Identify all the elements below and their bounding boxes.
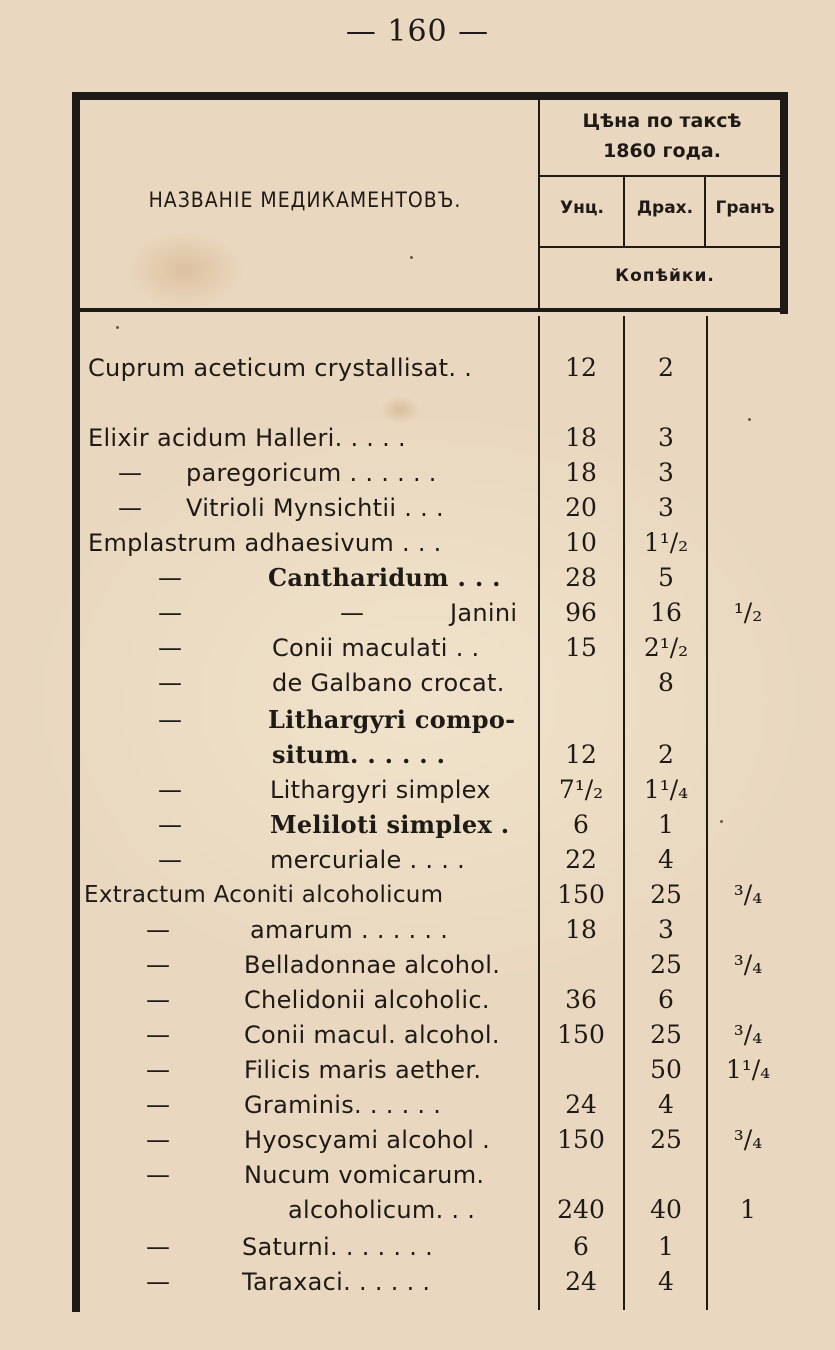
- table-row: [0, 1087, 835, 1123]
- price-unz: 10: [565, 528, 597, 557]
- price-unz: 15: [565, 633, 597, 662]
- price-unz: 22: [565, 845, 597, 874]
- price-drah: 4: [658, 1090, 674, 1119]
- medication-name: Emplastrum adhaesivum . . .: [88, 529, 442, 557]
- price-drah: 40: [650, 1195, 682, 1224]
- paper-speck: [410, 256, 413, 259]
- medication-name: Extractum Aconiti alcoholicum: [84, 882, 444, 908]
- price-drah: 4: [658, 1267, 674, 1296]
- medication-name: amarum . . . . . .: [250, 916, 449, 944]
- table-row: [0, 842, 835, 878]
- price-gran: ³/₄: [733, 1020, 763, 1049]
- price-gran: ¹/₂: [733, 598, 763, 627]
- price-drah: 2: [658, 740, 674, 769]
- price-unz: 6: [573, 810, 589, 839]
- medication-name: Taraxaci. . . . . .: [242, 1268, 431, 1296]
- table-row: [0, 350, 835, 386]
- table-row: [0, 560, 835, 596]
- table-row: [0, 702, 835, 738]
- ditto-dash: —: [146, 1161, 170, 1189]
- price-unz: 36: [565, 985, 597, 1014]
- price-drah: 2: [658, 353, 674, 382]
- price-drah: 6: [658, 985, 674, 1014]
- medication-name: Cuprum aceticum crystallisat. .: [88, 354, 473, 382]
- price-drah: 25: [650, 880, 682, 909]
- medication-name: Cantharidum . . .: [268, 563, 501, 592]
- price-unz: 24: [565, 1090, 597, 1119]
- table-row: [0, 665, 835, 701]
- table-row: [0, 595, 835, 631]
- ditto-dash: —: [118, 494, 142, 522]
- price-unz: 18: [565, 458, 597, 487]
- price-drah: 2¹/₂: [643, 633, 689, 662]
- paper-speck: [720, 820, 723, 823]
- price-drah: 1: [658, 1232, 674, 1261]
- table-row: [0, 1264, 835, 1300]
- table-row: [0, 807, 835, 843]
- medication-name: Lithargyri compo-: [268, 705, 516, 734]
- price-gran: ³/₄: [733, 1125, 763, 1154]
- table-row: [0, 455, 835, 491]
- price-drah: 1¹/₄: [643, 775, 689, 804]
- medication-name: Meliloti simplex .: [270, 810, 510, 839]
- price-unz: 12: [565, 353, 597, 382]
- frame-top-border: [72, 92, 788, 100]
- ditto-dash: —: [146, 1091, 170, 1119]
- paper-speck: [748, 418, 751, 421]
- price-drah: 3: [658, 423, 674, 452]
- price-drah: 4: [658, 845, 674, 874]
- price-gran: ³/₄: [733, 880, 763, 909]
- table-row: [0, 737, 835, 773]
- ditto-dash: —: [158, 669, 182, 697]
- kopeks-header: Копѣйки.: [615, 266, 715, 286]
- price-column-header: [546, 106, 778, 166]
- table-row: [0, 912, 835, 948]
- price-title-rule: [540, 175, 784, 177]
- medication-name: situm. . . . . .: [272, 740, 446, 769]
- ditto-dash: —: [158, 599, 182, 627]
- medication-name: Lithargyri simplex: [270, 776, 491, 804]
- table-row: [0, 630, 835, 666]
- ditto-dash: —: [146, 1126, 170, 1154]
- table-row: [0, 947, 835, 983]
- ditto-dash: —: [158, 811, 182, 839]
- price-drah: 50: [650, 1055, 682, 1084]
- price-drah: 8: [658, 668, 674, 697]
- medication-name: Hyoscyami alcohol .: [244, 1126, 490, 1154]
- ditto-dash: —: [146, 1021, 170, 1049]
- unit-rule: [540, 246, 784, 248]
- medication-name: mercuriale . . . .: [270, 846, 465, 874]
- price-gran: 1¹/₄: [725, 1055, 771, 1084]
- price-drah: 3: [658, 915, 674, 944]
- medication-name: Graminis. . . . . .: [244, 1091, 442, 1119]
- ditto-dash: —: [158, 634, 182, 662]
- ditto-dash: —: [158, 776, 182, 804]
- price-drah: 1¹/₂: [643, 528, 689, 557]
- table-row: [0, 1192, 835, 1228]
- price-title-line1: Цѣна по таксѣ: [582, 110, 742, 132]
- price-gran: ³/₄: [733, 950, 763, 979]
- price-unz: 18: [565, 423, 597, 452]
- ditto-dash: —: [118, 459, 142, 487]
- medication-name: de Galbano crocat.: [272, 669, 505, 697]
- price-drah: 25: [650, 1125, 682, 1154]
- medication-name: Conii macul. alcohol.: [244, 1021, 500, 1049]
- price-unz: 24: [565, 1267, 597, 1296]
- ditto-dash: —: [340, 599, 364, 627]
- table-row: [0, 420, 835, 456]
- medication-name: Nucum vomicarum.: [244, 1161, 485, 1189]
- price-unz: 12: [565, 740, 597, 769]
- price-title-line2: 1860 года.: [603, 140, 721, 162]
- price-unz: 28: [565, 563, 597, 592]
- price-unz: 150: [557, 1020, 605, 1049]
- medication-name: Chelidonii alcoholic.: [244, 986, 490, 1014]
- ditto-dash: —: [146, 986, 170, 1014]
- medication-name: Conii maculati . .: [272, 634, 480, 662]
- price-unz: 6: [573, 1232, 589, 1261]
- table-row: [0, 490, 835, 526]
- price-unz: 240: [557, 1195, 605, 1224]
- ditto-dash: —: [146, 916, 170, 944]
- table-row: [0, 772, 835, 808]
- ditto-dash: —: [146, 951, 170, 979]
- ditto-dash: —: [146, 1268, 170, 1296]
- table-row: [0, 525, 835, 561]
- page-number: — 160 —: [345, 14, 490, 49]
- table-row: [0, 1229, 835, 1265]
- medication-name: Filicis maris aether.: [244, 1056, 482, 1084]
- ditto-dash: —: [158, 846, 182, 874]
- price-drah: 5: [658, 563, 674, 592]
- price-gran: 1: [740, 1195, 756, 1224]
- medication-name: paregoricum . . . . . .: [186, 459, 437, 487]
- price-unz: 96: [565, 598, 597, 627]
- header-bottom-rule: [80, 308, 786, 312]
- medication-name: Belladonnae alcohol.: [244, 951, 501, 979]
- unit-drah-header: Драх.: [636, 198, 694, 218]
- price-drah: 16: [650, 598, 682, 627]
- medication-name: Saturni. . . . . . .: [242, 1233, 434, 1261]
- price-unz: 7¹/₂: [558, 775, 604, 804]
- price-drah: 1: [658, 810, 674, 839]
- price-drah: 3: [658, 458, 674, 487]
- table-row: [0, 1052, 835, 1088]
- table-row: [0, 877, 835, 913]
- name-column-header: НАЗВАНІЕ МЕДИКАМЕНТОВЪ.: [148, 188, 462, 212]
- price-drah: 25: [650, 1020, 682, 1049]
- price-drah: 25: [650, 950, 682, 979]
- price-unz: 18: [565, 915, 597, 944]
- table-row: [0, 1122, 835, 1158]
- table-row: [0, 1157, 835, 1193]
- ditto-dash: —: [158, 564, 182, 592]
- paper-speck: [116, 326, 119, 329]
- medication-name: Vitrioli Mynsichtii . . .: [186, 494, 444, 522]
- medication-name: Janini: [450, 599, 518, 627]
- ditto-dash: —: [158, 706, 182, 734]
- table-row: [0, 982, 835, 1018]
- unit-gran-header: Гранъ: [715, 198, 775, 218]
- ditto-dash: —: [146, 1056, 170, 1084]
- price-drah: 3: [658, 493, 674, 522]
- medication-name: alcoholicum. . .: [288, 1196, 476, 1224]
- price-unz: 150: [557, 880, 605, 909]
- table-row: [0, 1017, 835, 1053]
- price-unz: 20: [565, 493, 597, 522]
- ditto-dash: —: [146, 1233, 170, 1261]
- unit-unz-header: Унц.: [560, 198, 604, 218]
- price-unz: 150: [557, 1125, 605, 1154]
- medication-name: Elixir acidum Halleri. . . . .: [88, 424, 406, 452]
